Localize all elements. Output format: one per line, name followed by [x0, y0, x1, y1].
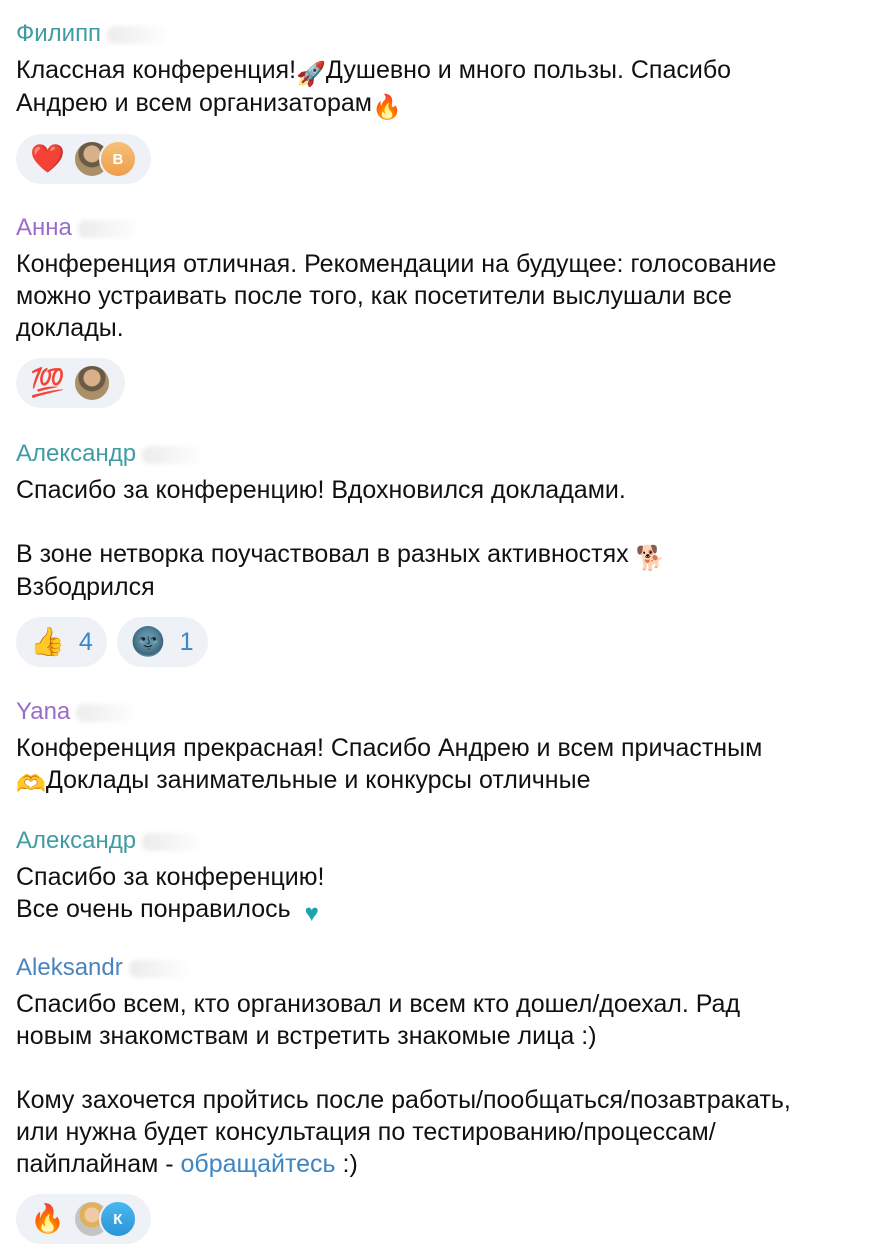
reactions-bar	[16, 134, 866, 184]
message	[16, 952, 866, 1244]
reactions-bar	[16, 617, 866, 667]
message	[16, 212, 866, 408]
avatar	[73, 364, 111, 402]
reactions-bar	[16, 358, 866, 408]
author-name[interactable]: Yana	[16, 696, 866, 728]
redacted-surname	[129, 960, 189, 978]
redacted-surname	[142, 833, 202, 851]
author-name[interactable]: Александр	[16, 438, 866, 470]
redacted-surname	[142, 446, 202, 464]
author-name[interactable]: Aleksandr	[16, 952, 866, 984]
message-text: Спасибо за конференцию! Вдохновился докладами. В зоне нетворка поучаствовал в разных активностях 🐕 Взбодрился	[16, 476, 666, 601]
message-text: Конференция прекрасная! Спасибо Андрею и всем причастным 🫶Доклады занимательные и конкурсы отличные	[16, 734, 763, 798]
avatar: В	[99, 140, 137, 178]
fire-emoji: 🔥	[30, 1203, 65, 1234]
reaction-count: 4	[78, 627, 93, 656]
heart-hands-emoji: 🫶	[16, 771, 46, 798]
redacted-surname	[78, 220, 138, 238]
message	[16, 825, 866, 926]
reaction-fire[interactable]	[16, 1194, 151, 1244]
reaction-count: 1	[179, 627, 194, 656]
reaction-heart[interactable]	[16, 134, 151, 184]
author-name[interactable]: Филипп	[16, 18, 866, 50]
reactions-bar	[16, 1194, 866, 1244]
avatar: К	[99, 1200, 137, 1238]
author-name[interactable]: Анна	[16, 212, 866, 244]
thumbs-up-emoji: 👍	[30, 626, 65, 657]
reactor-avatars	[73, 1200, 137, 1238]
heart-emoji: ❤️	[30, 143, 65, 174]
fire-emoji: 🔥	[371, 94, 402, 121]
message-text: Конференция отличная. Рекомендации на будущее: голосование можно устраивать после того, как посетители выслушали все доклады.	[16, 250, 777, 342]
redacted-surname	[76, 704, 136, 722]
reactor-avatars	[73, 364, 111, 402]
reaction-hundred[interactable]	[16, 358, 125, 408]
reaction-moon[interactable]	[117, 617, 208, 667]
teal-heart-emoji: ♥	[304, 900, 319, 927]
message-text: Спасибо всем, кто организовал и всем кто дошел/доехал. Рад новым знакомствам и встретить знакомые лица :) Кому захочется пройтись после работы/пообщаться/позавтракать, или нужна будет консультация по тестированию/процессам/ пайплайнам - обращайтесь :)	[16, 990, 791, 1178]
message	[16, 18, 866, 184]
shiba-dog-emoji: 🐕	[635, 545, 666, 572]
reaction-thumbs-up[interactable]	[16, 617, 107, 667]
message-text: Классная конференция!🚀Душевно и много пользы. Спасибо Андрею и всем организаторам🔥	[16, 56, 732, 121]
message	[16, 438, 866, 667]
contact-link[interactable]: обращайтесь	[180, 1150, 336, 1178]
author-name[interactable]: Александр	[16, 825, 866, 857]
rocket-emoji: 🚀	[296, 61, 326, 88]
hundred-points-emoji: 💯	[30, 367, 65, 398]
reactor-avatars	[73, 140, 137, 178]
message-text: Спасибо за конференцию! Все очень понравилось ♥	[16, 863, 325, 927]
new-moon-face-emoji: 🌚	[130, 626, 166, 657]
message	[16, 696, 866, 797]
redacted-surname	[107, 26, 167, 44]
